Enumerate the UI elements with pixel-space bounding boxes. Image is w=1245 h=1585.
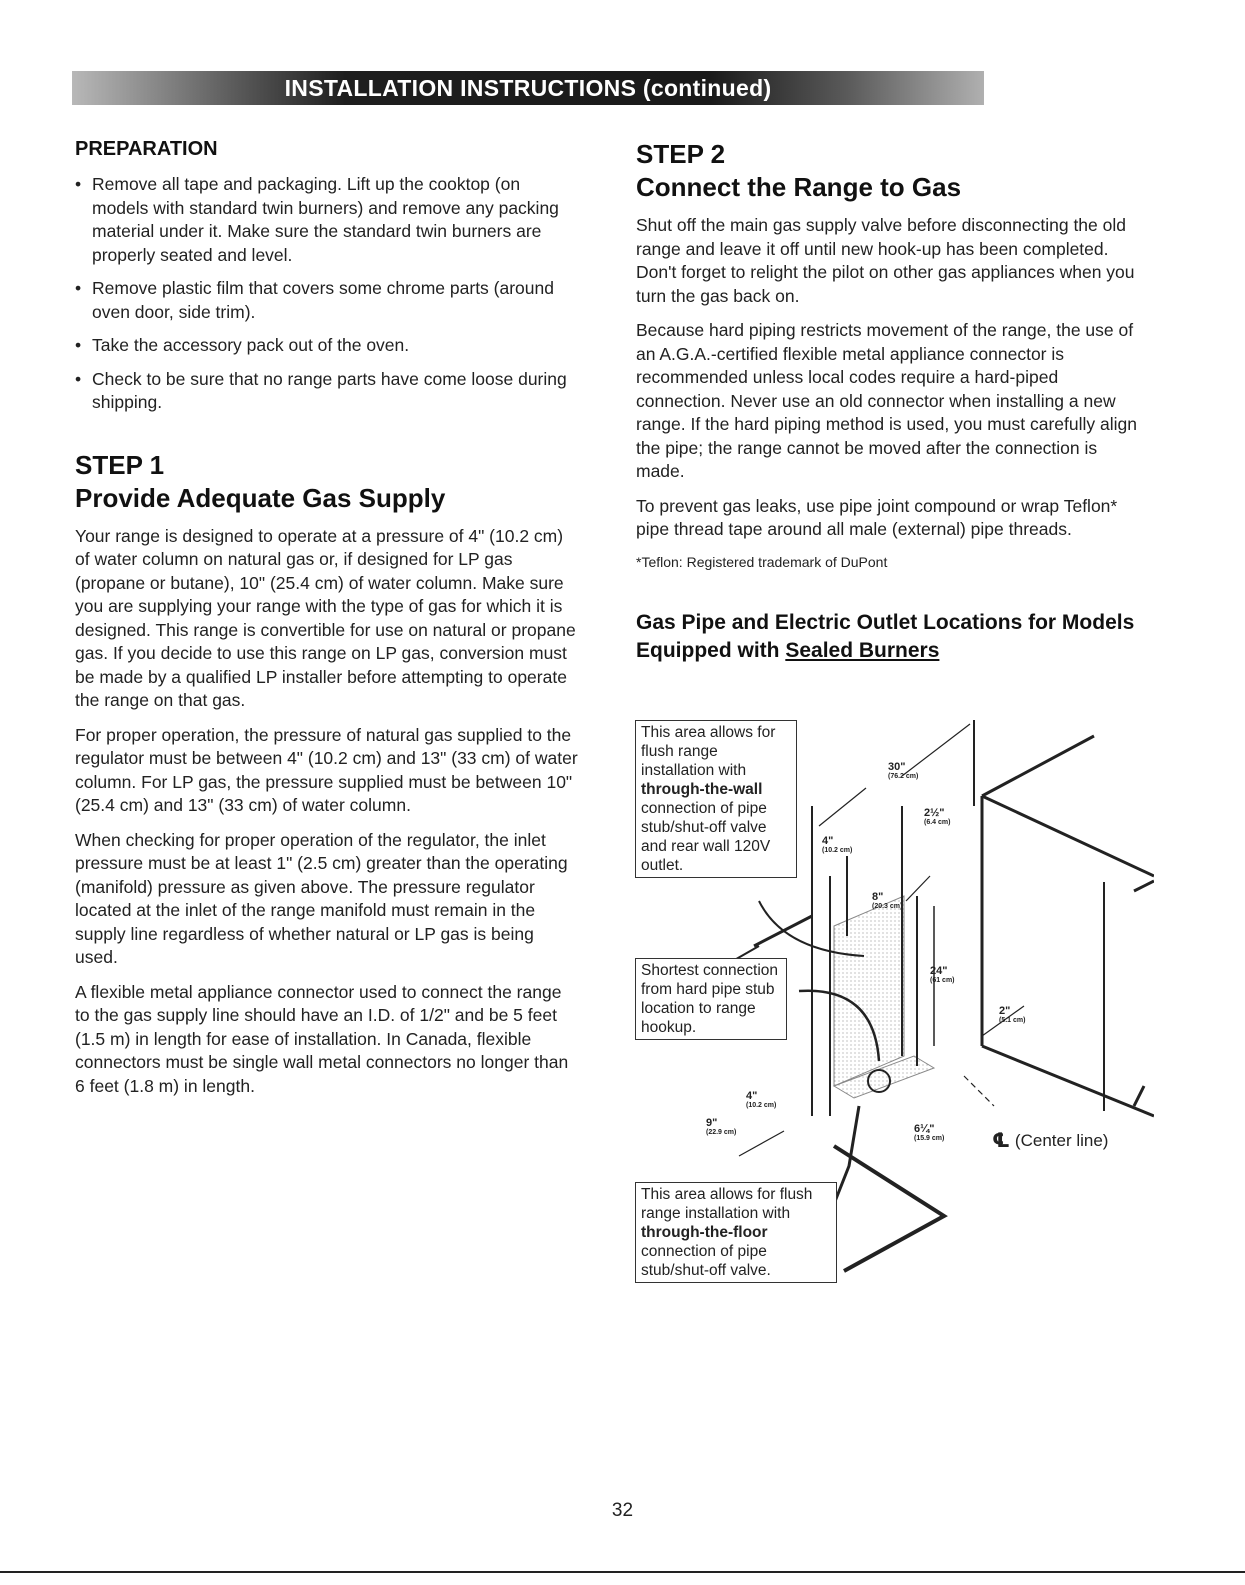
section-header-bar [72, 71, 984, 105]
section-header-title: INSTALLATION INSTRUCTIONS (continued) [284, 74, 772, 101]
centerline-icon: ℄ [992, 1130, 1010, 1152]
step2-title: Connect the Range to Gas [636, 172, 962, 202]
through-wall-callout [635, 720, 797, 878]
step1-paragraph: When checking for proper operation of the regulator, the inlet pressure must be at least 1" (2.5 cm) greater than the operating (manifold) pressure as given above. The pressure regulator located at the inlet of the range manifold must remain in the supply line regardless of whether natural or LP gas is being used. [75, 829, 568, 967]
centerline-label [992, 1128, 1108, 1153]
preparation-item: • Take the accessory pack out of the oven. [75, 334, 580, 358]
diagram-heading [636, 609, 1146, 665]
dimension-label: 8" (20.3 cm) [872, 891, 903, 910]
gas-pipe-location-diagram [634, 716, 1154, 1296]
dimension-label: 2" (5.1 cm) [999, 1005, 1026, 1024]
cabinet-outline [982, 736, 1154, 1116]
page-number: 32 [611, 1500, 634, 1521]
diagram-heading-underlined: Sealed Burners [785, 638, 940, 662]
step1-number: STEP 1 [75, 449, 165, 480]
dimension-label: 30" (76.2 cm) [888, 761, 919, 780]
dimension-label: 2½" (6.4 cm) [924, 807, 951, 826]
dimension-label: 4" (10.2 cm) [822, 835, 853, 854]
callout-floor-text: This area allows for flush range installation with [641, 1186, 813, 1222]
through-floor-callout [635, 1182, 837, 1283]
step1-paragraph: For proper operation, the pressure of natural gas supplied to the regulator must be between 4" (10.2 cm) and 13" (33 cm) of water column. For LP gas, the pressure supplied must be between 10" (25.4 cm) and 13" (33 cm) of water column. [75, 724, 578, 815]
dimension-label: 4" (10.2 cm) [746, 1090, 777, 1109]
preparation-item: • Remove all tape and packaging. Lift up the cooktop (on models with standard twin burners) and remove any packing material under it. Make sure the standard twin burners are properly seated and level. [75, 173, 580, 267]
bottom-rule [0, 1571, 1245, 1573]
dimension-label: 24" (61 cm) [930, 965, 955, 984]
preparation-heading: PREPARATION [75, 138, 218, 160]
teflon-footnote: *Teflon: Registered trademark of DuPont [636, 553, 888, 570]
callout-floor-text-end: connection of pipe stub/shut-off valve. [641, 1243, 771, 1279]
step2-number: STEP 2 [636, 139, 726, 169]
step1-paragraph: Your range is designed to operate at a pressure of 4" (10.2 cm) of water column on natural gas or, if designed for LP gas (propane or butane), 10" (25.4 cm) of water column. Make sure you are supplying your range with the type of gas for which it is designed. This range is convertible for use on natural or propane gas. If you decide to use this range on LP gas, conversion must be made by a qualified LP installer before attempting to operate the range on that gas. [75, 525, 576, 710]
dimension-label: 9" (22.9 cm) [706, 1117, 737, 1136]
preparation-item: • Check to be sure that no range parts have come loose during shipping. [75, 368, 580, 415]
pipe-stub-area [834, 896, 904, 1086]
step1-title: Provide Adequate Gas Supply [75, 482, 446, 513]
preparation-item: • Remove plastic film that covers some chrome parts (around oven door, side trim). [75, 277, 580, 324]
dimension-label: 6¼" (15.9 cm) [914, 1123, 945, 1142]
centerline-text: (Center line) [1014, 1130, 1109, 1150]
step2-paragraph: Shut off the main gas supply valve before disconnecting the old range and leave it off until new hook-up has been completed. Don't forget to relight the pilot on other gas appliances when you turn the gas back on. [636, 215, 1135, 306]
callout-wall-text-end: connection of pipe stub/shut-off valve and rear wall 120V outlet. [641, 800, 771, 874]
shortest-connection-callout: Shortest connection from hard pipe stub location to range hookup. [635, 958, 787, 1040]
right-column [636, 138, 1146, 665]
step1-paragraph: A flexible metal appliance connector used to connect the range to the gas supply line should have an I.D. of 1/2" and be 5 feet (1.5 m) in length for ease of installation. In Canada, flexible connectors must be single wall metal connectors no longer than 6 feet (1.8 m) in length. [75, 981, 569, 1096]
callout-wall-text: This area allows for flush range installation with [641, 724, 776, 779]
callout-floor-bold: through-the-floor [641, 1224, 768, 1241]
callout-wall-bold: through-the-wall [641, 781, 763, 798]
left-column [75, 138, 580, 1109]
step2-paragraph: Because hard piping restricts movement of the range, the use of an A.G.A.-certified flexible metal appliance connector is recommended unless local codes require a hard-piped connection. Never use an old connector when installing a new range. If the hard piping method is used, you must carefully align the pipe; the range cannot be moved after the connection is made. [636, 320, 1137, 481]
preparation-list [75, 173, 580, 415]
step2-paragraph: To prevent gas leaks, use pipe joint compound or wrap Teflon* pipe thread tape around all male (external) pipe threads. [636, 495, 1118, 539]
diagram-heading-text: Gas Pipe and Electric Outlet Locations for Models Equipped with [636, 610, 1135, 662]
